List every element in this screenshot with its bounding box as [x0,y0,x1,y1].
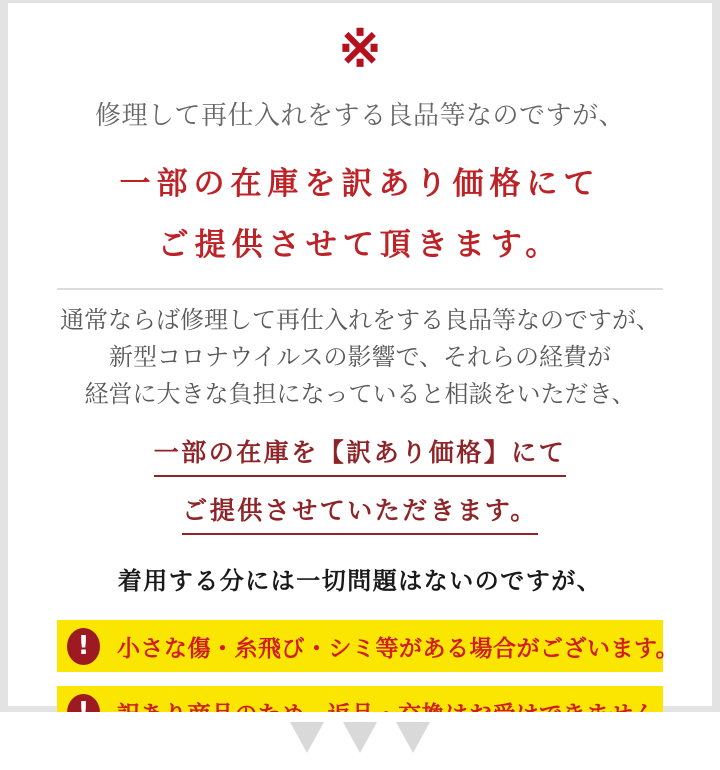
emphasis-line2-text: ご提供させていただきます。 [182,491,538,535]
down-triangle-icon [290,722,324,753]
frame-edge-left [0,3,8,706]
emphasis-line1-text: 一部の在庫を【訳あり価格】にて [154,433,567,477]
body-line-1: 通常ならば修理して再仕入れをする良品等なのですが、 [60,306,660,334]
warning-banner-defects [57,620,680,672]
body-paragraph [8,302,712,413]
headline-line2: ご提供させて頂きます。 [157,227,563,263]
scroll-indicator [0,712,720,770]
emphasis-line1 [8,433,712,477]
down-triangle-icon [343,722,377,753]
notice-card [8,3,712,706]
lead-line: 着用する分には一切問題はないのですが、 [117,567,603,595]
headline-line1: 一部の在庫を訳あり価格にて [119,166,601,202]
warning-text: 小さな傷・糸飛び・シミ等がある場合がございます。 [117,635,680,662]
body-line-2: 新型コロナウイルスの影響で、それらの経費が [108,343,612,371]
emphasis-line2 [8,491,712,535]
intro-line: 修理して再仕入れをする良品等なのですが、 [94,101,625,131]
frame-edge-right [712,3,720,706]
exclamation-icon: ! [67,628,100,665]
down-triangle-icon [396,722,430,753]
body-line-3: 経営に大きな負担になっていると相談をいただき、 [84,380,636,408]
reference-mark-icon: ※ [338,18,382,79]
divider [57,288,663,290]
